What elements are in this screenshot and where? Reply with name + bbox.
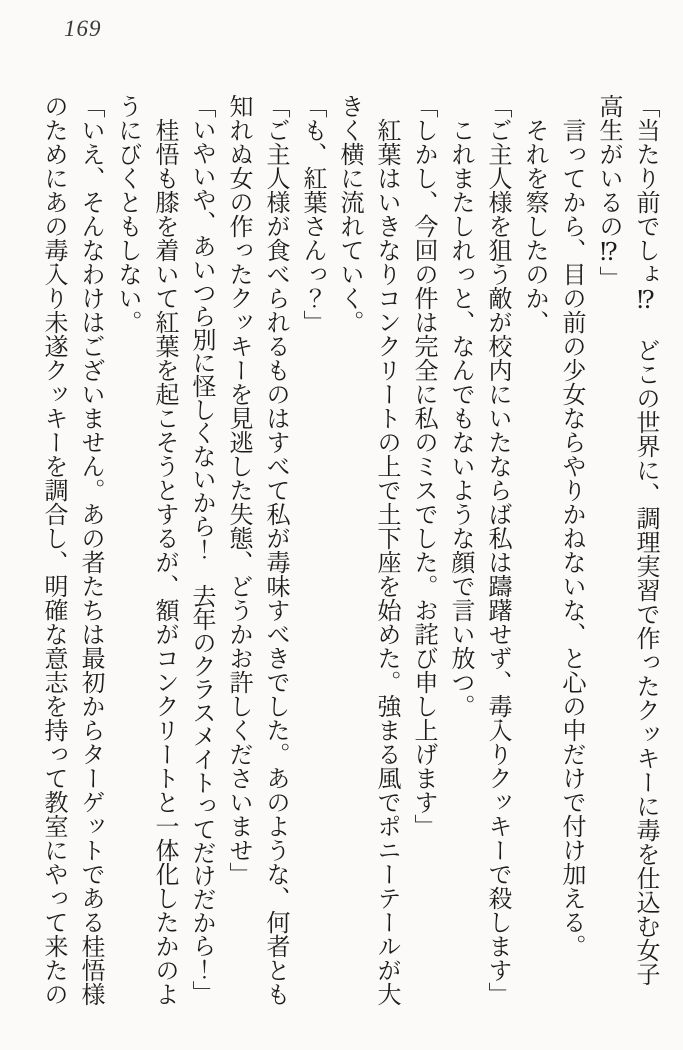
paragraph: 言ってから、目の前の少女ならやりかねないな、と心の中だけで付け加える。 [558, 118, 584, 958]
paragraph: 「も、紅葉さんっ？」 [299, 94, 325, 334]
text-block [34, 94, 663, 1008]
paragraph: 桂悟も膝を着いて紅葉を起こそうとするが、額がコンクリートと一体化したかのようにびくともしない。 [114, 94, 177, 1006]
paragraph: 「ご主人様が食べられるものはすべて私が毒味すべきでした。あのような、何者とも知れぬ女の作ったクッキーを見逃した失態、どうかお許しくださいませ」 [225, 94, 288, 1006]
paragraph: これまたしれっと、なんでもないような顔で言い放つ。 [447, 118, 473, 718]
paragraph: 「いえ、そんなわけはございません。あの者たちは最初からターゲットである桂悟様のためにあの毒入り未遂クッキーを調合し、明確な意志を持って教室にやって来たの [40, 94, 103, 1006]
page-number: 169 [64, 16, 102, 41]
paragraph: 「いやいや、あいつら別に怪しくないから！ 去年のクラスメイトってだけだから！」 [188, 94, 214, 1004]
paragraph: 「ご主人様を狙う敵が校内にいたならば私は躊躇せず、毒入りクッキーで殺します」 [484, 94, 510, 1006]
paragraph: 「当たり前でしょ⁉ どこの世界に、調理実習で作ったクッキーに毒を仕込む女子高生がいるの⁉」 [595, 94, 658, 986]
paragraph: 「しかし、今回の件は完全に私のミスでした。お詫び申し上げます」 [410, 94, 436, 838]
paragraph: それを察したのか、 [521, 118, 547, 334]
paragraph: 紅葉はいきなりコンクリートの上で土下座を始めた。強まる風でポニーテールが大きく横に流れていく。 [336, 94, 399, 1006]
